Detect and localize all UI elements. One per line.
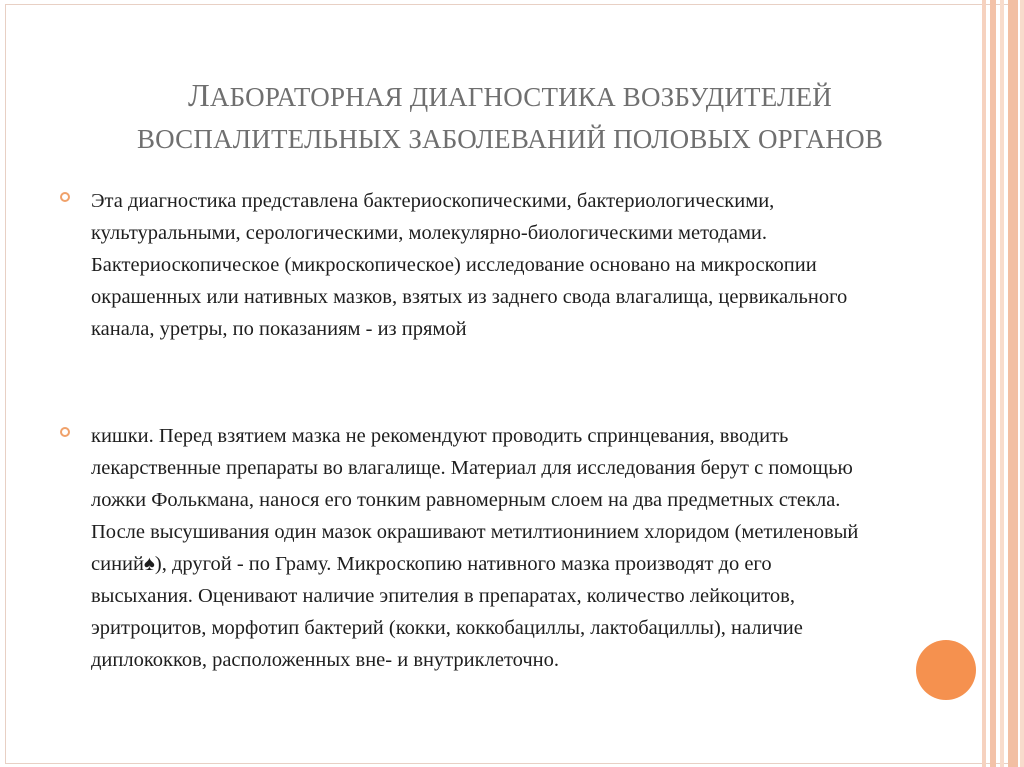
bullet-circle-icon bbox=[60, 427, 70, 437]
bullet-text: кишки. Перед взятием мазка не рекомендуют проводить спринцевания, вводить лекарственные препараты во влагалище. Материал для исследования берут с помощью ложки Фолькмана, нанося его тонким равномерным слоем на два предметных стекла. После высушивания один мазок окрашивают метилтионинием хлоридом (метиленовый синий♠), другой - по Граму. Микроскопию нативного мазка производят до его высыхания. Оценивают наличие эпителия в препаратах, количество лейкоцитов, эритроцитов, морфотип бактерий (кокки, коккобациллы, лактобациллы), наличие диплококков, расположенных вне- и внутриклеточно. bbox=[91, 425, 859, 671]
bullet-item bbox=[60, 185, 860, 345]
title-line-2: ВОСПАЛИТЕЛЬНЫХ ЗАБОЛЕВАНИЙ ПОЛОВЫХ ОРГАНОВ bbox=[136, 124, 884, 154]
bullet-circle-icon bbox=[60, 192, 70, 202]
title-initial-letter: Л bbox=[188, 77, 210, 113]
decorative-stripe bbox=[1000, 0, 1004, 767]
decorative-stripe bbox=[990, 0, 996, 767]
slide-title bbox=[70, 74, 950, 160]
decorative-stripe bbox=[982, 0, 986, 767]
bullet-item bbox=[60, 420, 860, 676]
decorative-stripe bbox=[1008, 0, 1018, 767]
title-line-1: АБОРАТОРНАЯ ДИАГНОСТИКА ВОЗБУДИТЕЛЕЙ bbox=[209, 82, 832, 112]
decorative-stripe bbox=[1020, 0, 1024, 767]
decorative-circle bbox=[916, 640, 976, 700]
bullet-text: Эта диагностика представлена бактериоскопическими, бактериологическими, культуральными, серологическими, молекулярно-биологическими методами. Бактериоскопическое (микроскопическое) исследование основано на микроскопии окрашенных или нативных мазков, взятых из заднего свода влагалища, цервикального канала, уретры, по показаниям - из прямой bbox=[91, 190, 848, 340]
